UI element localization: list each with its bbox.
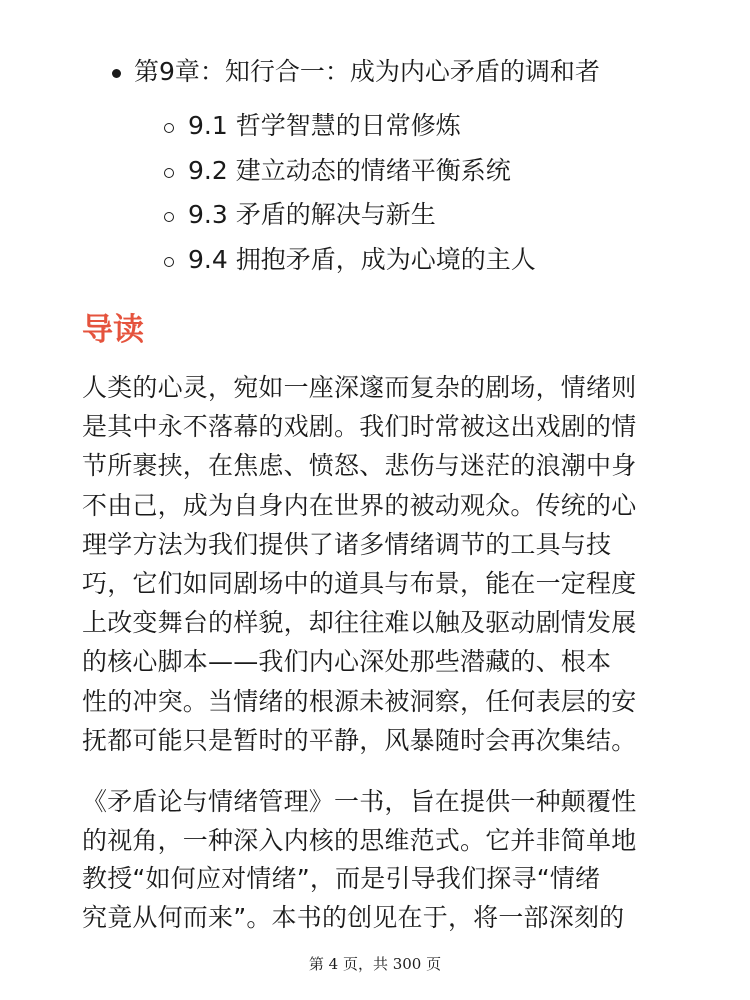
paragraph-line: 节所裹挟，在焦虑、愤怒、悲伤与迷茫的浪潮中身 xyxy=(82,451,637,481)
toc-section-item xyxy=(0,151,750,196)
hollow-bullet-icon xyxy=(164,123,174,133)
toc-section-label: 9.1 哲学智慧的日常修炼 xyxy=(188,111,461,140)
paragraph-line: 不由己，成为自身内在世界的被动观众。传统的心 xyxy=(82,490,637,520)
page-footer: 第 4 页，共 300 页 xyxy=(308,955,442,973)
paragraph-line: 的核心脚本——我们内心深处那些潜藏的、根本 xyxy=(82,647,612,677)
paragraph-line: 人类的心灵，宛如一座深邃而复杂的剧场，情绪则 xyxy=(82,373,637,402)
paragraph-line: 教授“如何应对情绪”，而是引导我们探寻“情绪 xyxy=(82,864,601,893)
paragraph-line: 性的冲突。当情绪的根源未被洞察，任何表层的安 xyxy=(82,686,637,716)
paragraph-line: 是其中永不落幕的戏剧。我们时常被这出戏剧的情 xyxy=(82,412,637,442)
toc-section-item xyxy=(0,240,750,285)
table-of-contents xyxy=(0,50,750,274)
paragraph-line: 究竟从何而来”。本书的创见在于，将一部深刻的 xyxy=(82,902,625,932)
paragraph-line: 理学方法为我们提供了诸多情绪调节的工具与技 xyxy=(82,529,612,559)
toc-section-list xyxy=(0,106,750,284)
paragraph-line: 上改变舞台的样貌，却往往难以触及驱动剧情发展 xyxy=(82,608,637,638)
intro-paragraph-2 xyxy=(82,783,682,937)
hollow-bullet-icon xyxy=(164,257,174,267)
hollow-bullet-icon xyxy=(164,168,174,178)
toc-section-label: 9.3 矛盾的解决与新生 xyxy=(188,200,436,229)
toc-section-label: 9.2 建立动态的情绪平衡系统 xyxy=(188,155,511,185)
paragraph-line: 的视角，一种深入内核的思维范式。它并非简单地 xyxy=(82,825,637,855)
toc-section-label: 9.4 拥抱矛盾，成为心境的主人 xyxy=(188,244,536,274)
hollow-bullet-icon xyxy=(164,212,174,222)
intro-heading: 导读 xyxy=(82,312,144,348)
toc-section-item xyxy=(0,195,750,240)
paragraph-line: 抚都可能只是暂时的平静，风暴随时会再次集结。 xyxy=(82,725,637,755)
paragraph-line: 《矛盾论与情绪管理》一书，旨在提供一种颠覆性 xyxy=(82,787,637,816)
intro-paragraph-1 xyxy=(82,368,682,760)
filled-bullet-icon xyxy=(112,69,121,78)
toc-section-item xyxy=(0,106,750,151)
toc-chapter-label: 第9章：知行合一：成为内心矛盾的调和者 xyxy=(134,57,600,86)
toc-chapter-9 xyxy=(0,50,750,94)
paragraph-line: 巧，它们如同剧场中的道具与布景，能在一定程度 xyxy=(82,569,637,599)
